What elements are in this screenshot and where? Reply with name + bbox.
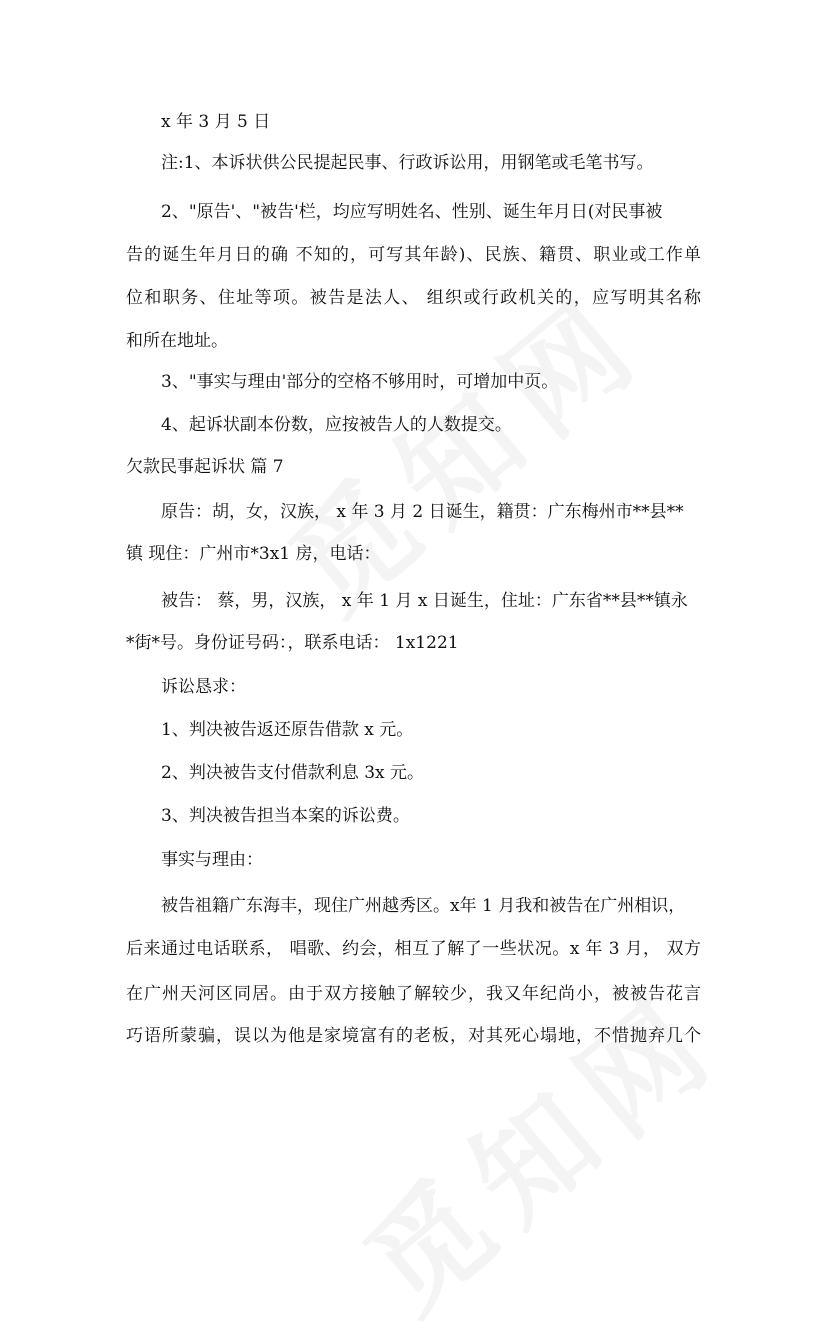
plaintiff-line-cont: 镇 现住：广州市*3x1 房，电话： xyxy=(126,544,381,564)
claim-item: 2、判决被告支付借款利息 3x 元。 xyxy=(161,763,425,783)
note-line-1: 注:1、本诉状供公民提起民事、行政诉讼用，用钢笔或毛笔书写。 xyxy=(161,153,654,173)
note-line-4: 4、起诉状副本份数，应按被告人的人数提交。 xyxy=(161,415,512,435)
facts-paragraph-line: 被告祖籍广东海丰，现住广州越秀区。x年 1 月我和被告在广州相识， xyxy=(161,896,686,916)
note-line-3: 3、"事实与理由'部分的空格不够用时，可增加中页。 xyxy=(161,372,559,392)
note-line-2-cont: 位和职务、住址等项。被告是法人、 组织或行政机关的，应写明其名称 xyxy=(126,288,701,308)
date-line: x 年 3 月 5 日 xyxy=(161,112,271,132)
note-line-2: 2、"原告'、"被告'栏，均应写明姓名、性别、诞生年月日(对民事被 xyxy=(161,202,663,222)
defendant-line-cont: *街*号。身份证号码：，联系电话： 1x1221 xyxy=(126,633,459,653)
plaintiff-line: 原告：胡，女，汉族， x 年 3 月 2 日诞生，籍贯：广东梅州市**县** xyxy=(161,502,684,522)
section-heading: 欠款民事起诉状 篇 7 xyxy=(126,457,284,477)
claim-item: 3、判决被告担当本案的诉讼费。 xyxy=(161,806,410,826)
claims-heading: 诉讼恳求： xyxy=(161,677,246,697)
facts-heading: 事实与理由： xyxy=(161,850,263,870)
claim-item: 1、判决被告返还原告借款 x 元。 xyxy=(161,720,414,740)
facts-paragraph-line: 后来通过电话联系， 唱歌、约会，相互了解了一些状况。x 年 3 月， 双方 xyxy=(126,939,701,959)
facts-paragraph-line: 在广州天河区同居。由于双方接触了解较少，我又年纪尚小，被被告花言 xyxy=(126,984,701,1004)
note-line-2-cont: 告的诞生年月日的确 不知的，可写其年龄)、民族、籍贯、职业或工作单 xyxy=(126,245,701,265)
watermark xyxy=(324,947,750,1343)
note-line-2-end: 和所在地址。 xyxy=(126,331,228,351)
defendant-line: 被告： 蔡，男，汉族， x 年 1 月 x 日诞生，住址：广东省**县**镇永 xyxy=(161,591,688,611)
facts-paragraph-line: 巧语所蒙骗，误以为他是家境富有的老板，对其死心塌地，不惜抛弃几个 xyxy=(126,1026,701,1046)
